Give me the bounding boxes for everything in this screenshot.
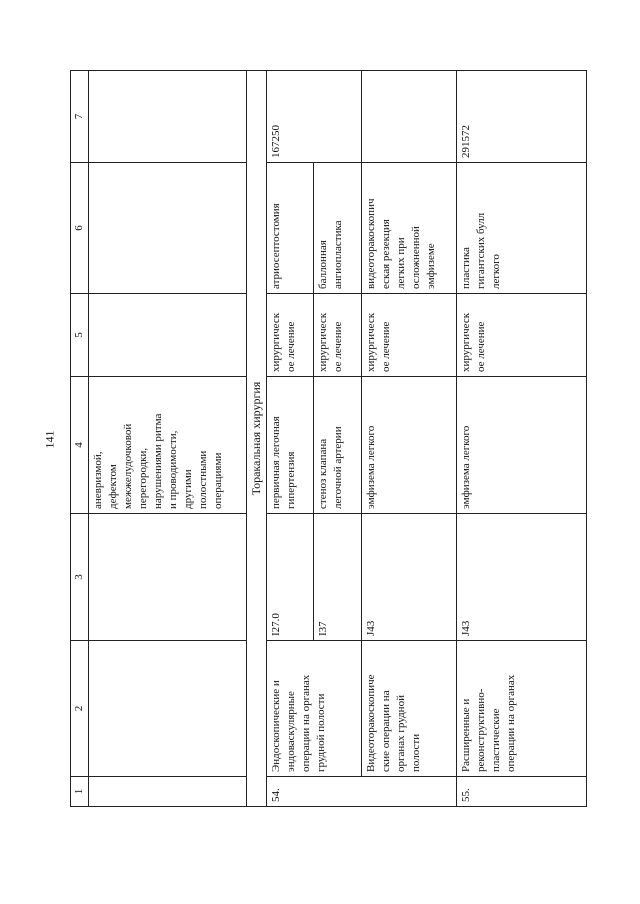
- method-cell: атриосептостомия: [267, 163, 314, 294]
- cont-cell-1: [89, 777, 247, 807]
- cont-disease-cell: аневризмой, дефектом межжелудочковой перегородки, нарушениями ритма и проводимости, другими полостными операциями: [89, 377, 247, 514]
- group-name-cell: Эндоскопические и эндоваскулярные операции на органах грудной полости: [267, 641, 362, 777]
- treatment-cell: хирургическ ое лечение: [457, 294, 587, 377]
- row-number: 55.: [457, 777, 587, 807]
- cont-cell-2: [89, 641, 247, 777]
- icd-code-cell: I27.0: [267, 514, 314, 641]
- cont-cell-3: [89, 514, 247, 641]
- header-row: [71, 71, 89, 807]
- disease-cell: эмфизема легкого: [362, 377, 457, 514]
- section-row: [247, 71, 267, 807]
- icd-code-cell: I37: [314, 514, 362, 641]
- method-cell: видеоторакоскопич еская резекция легких при осложненной эмфиземе: [362, 163, 457, 294]
- group-name-cell: Видеоторакоскопиче ские операции на органах грудной полости: [362, 641, 457, 777]
- medical-procedures-table: [70, 70, 587, 807]
- disease-cell: стеноз клапана легочной артерии: [314, 377, 362, 514]
- page-number: 141: [42, 430, 57, 449]
- header-col-5: 5: [71, 294, 89, 377]
- icd-code-cell: J43: [362, 514, 457, 641]
- treatment-cell: хирургическ ое лечение: [314, 294, 362, 377]
- treatment-cell: хирургическ ое лечение: [362, 294, 457, 377]
- table-row: [362, 71, 457, 807]
- header-col-1: 1: [71, 777, 89, 807]
- group-name-cell: Расширенные и реконструктивно- пластические операции на органах: [457, 641, 587, 777]
- continuation-row: [89, 71, 247, 807]
- price-cell: 167250: [267, 71, 362, 163]
- method-cell: баллонная ангиопластика: [314, 163, 362, 294]
- table-row: [457, 71, 587, 807]
- method-cell: пластика гигантских булл легкого: [457, 163, 587, 294]
- price-cell: 291572: [457, 71, 587, 163]
- disease-cell: первичная легочная гипертензия: [267, 377, 314, 514]
- header-col-4: 4: [71, 377, 89, 514]
- icd-code-cell: J43: [457, 514, 587, 641]
- rotated-table-container: [70, 71, 575, 807]
- header-col-6: 6: [71, 163, 89, 294]
- table-row: [267, 71, 314, 807]
- row-number: 54.: [267, 777, 457, 807]
- header-col-7: 7: [71, 71, 89, 163]
- disease-cell: эмфизема легкого: [457, 377, 587, 514]
- cont-cell-7: [89, 71, 247, 163]
- cont-cell-5: [89, 294, 247, 377]
- price-cell-empty: [362, 71, 457, 163]
- treatment-cell: хирургическ ое лечение: [267, 294, 314, 377]
- section-title: Торакальная хирургия: [247, 71, 267, 807]
- header-col-2: 2: [71, 641, 89, 777]
- cont-cell-6: [89, 163, 247, 294]
- header-col-3: 3: [71, 514, 89, 641]
